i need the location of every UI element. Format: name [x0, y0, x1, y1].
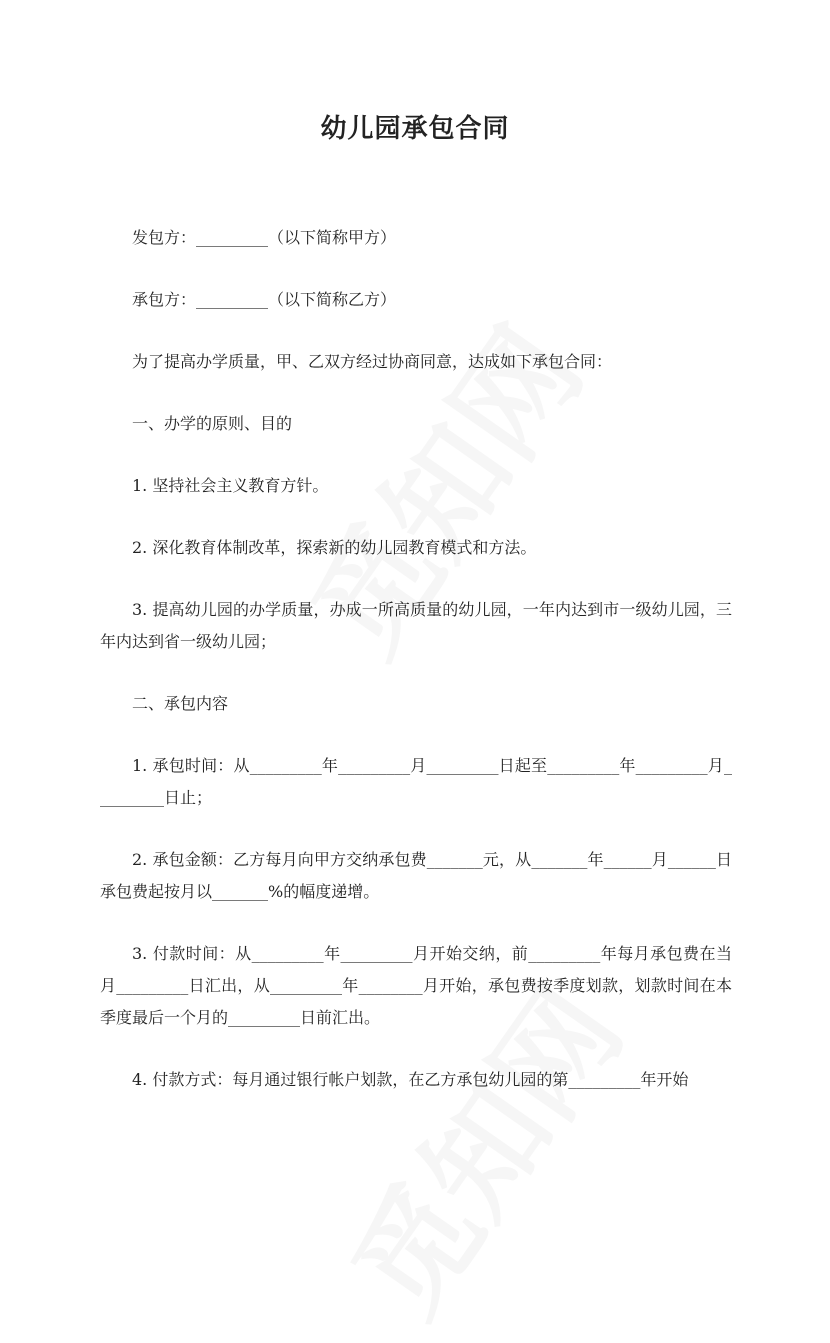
section-heading: 二、承包内容: [132, 694, 229, 713]
clause: 3. 提高幼儿园的办学质量，办成一所高质量的幼儿园，一年内达到市一级幼儿园，三年内达到省一级幼儿园；: [100, 600, 732, 651]
clause: 1. 承包时间：从_________年_________月_________日起至_________年_________月_________日止；: [100, 756, 732, 807]
party-a-line: 发包方：_________（以下简称甲方）: [132, 228, 397, 247]
clause: 4. 付款方式：每月通过银行帐户划款，在乙方承包幼儿园的第_________年开始: [132, 1070, 689, 1089]
clause: 1. 坚持社会主义教育方针。: [132, 476, 329, 495]
party-b-line: 承包方：_________（以下简称乙方）: [132, 290, 397, 309]
preamble: 为了提高办学质量，甲、乙双方经过协商同意，达成如下承包合同：: [132, 352, 613, 371]
clause: 2. 承包金额：乙方每月向甲方交纳承包费_______元，从_______年______月______日承包费起按月以_______%的幅度递增。: [100, 850, 732, 901]
clause: 2. 深化教育体制改革，探索新的幼儿园教育模式和方法。: [132, 538, 537, 557]
clause: 3. 付款时间：从_________年_________月开始交纳，前_________年每月承包费在当月_________日汇出，从_________年________月开始，承包费按季度划款，划款时间在本季度最后一个月的_________日前汇出。: [100, 944, 732, 1027]
document-title: 幼儿园承包合同: [320, 114, 510, 144]
document-body: [100, 222, 732, 1126]
section-heading: 一、办学的原则、目的: [132, 414, 293, 433]
